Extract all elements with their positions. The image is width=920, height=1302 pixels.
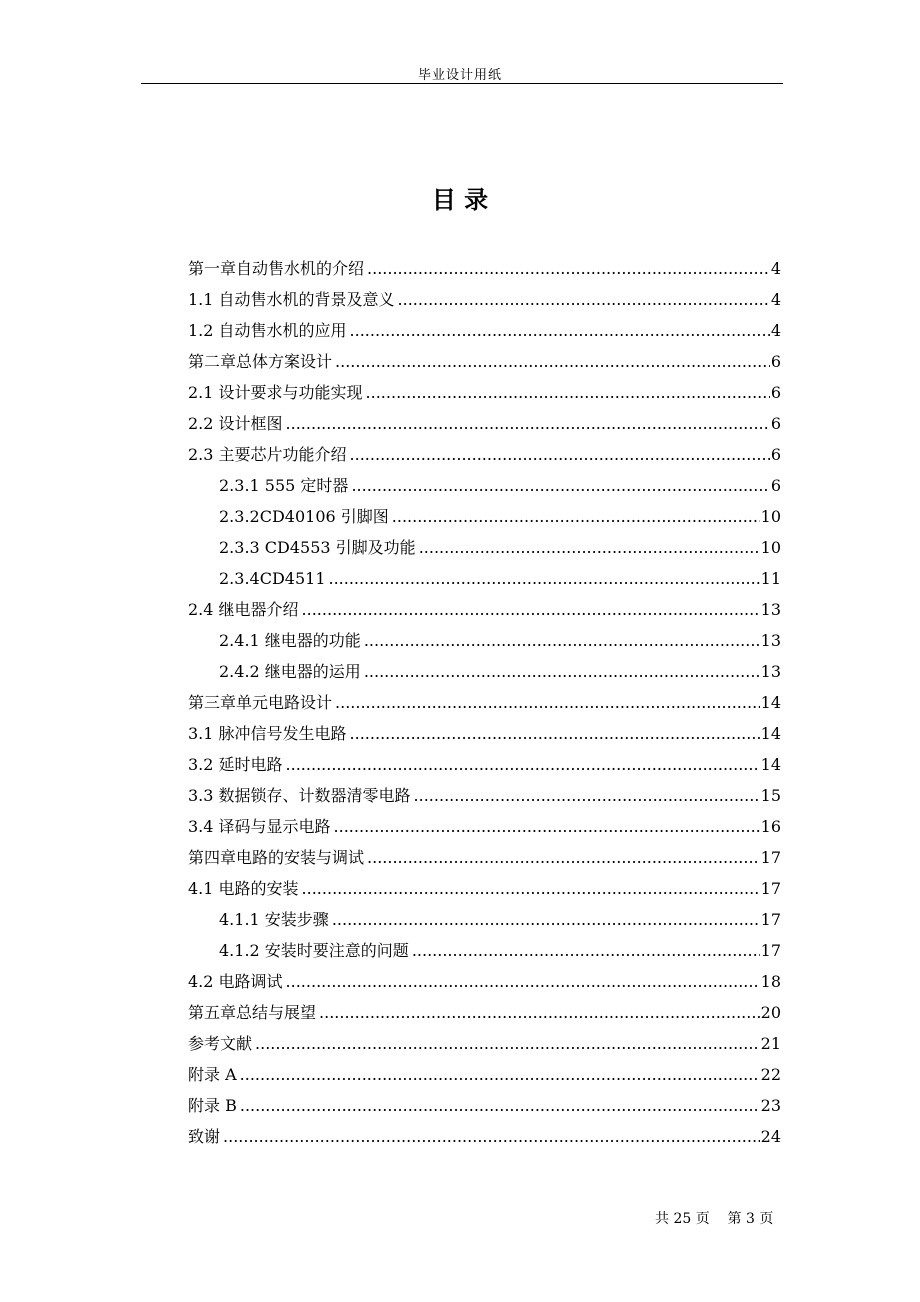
toc-entry-page: 16 [760, 817, 781, 836]
toc-dot-leader [286, 966, 760, 997]
toc-dot-leader [350, 439, 770, 470]
toc-dot-leader [351, 470, 769, 501]
toc-entry-page: 17 [760, 879, 781, 898]
toc-dot-leader [319, 997, 760, 1028]
table-of-contents [188, 253, 781, 1152]
toc-dot-leader [302, 594, 760, 625]
toc-entry[interactable] [188, 625, 781, 656]
toc-dot-leader [398, 284, 770, 315]
toc-dot-leader [364, 625, 760, 656]
toc-entry[interactable] [188, 563, 781, 594]
toc-entry-page: 20 [760, 1003, 781, 1022]
toc-entry-label: 参考文献 [188, 1034, 253, 1053]
toc-entry-page: 13 [760, 662, 781, 681]
toc-entry-page: 23 [760, 1096, 781, 1115]
toc-entry-label: 附录 A [188, 1065, 237, 1084]
toc-entry[interactable] [188, 439, 781, 470]
page-footer: 共 25 页 第 3 页 [655, 1211, 774, 1227]
header-rule [141, 83, 783, 84]
toc-entry[interactable] [188, 470, 781, 501]
toc-entry-page: 11 [760, 569, 781, 588]
toc-dot-leader [350, 315, 770, 346]
toc-entry-label: 第五章总结与展望 [188, 1003, 317, 1022]
toc-dot-leader [392, 501, 760, 532]
toc-entry-label: 附录 B [188, 1096, 237, 1115]
toc-entry-label: 2.3 主要芯片功能介绍 [188, 445, 347, 464]
toc-entry-label: 2.2 设计框图 [188, 414, 283, 433]
toc-dot-leader [414, 780, 760, 811]
toc-entry[interactable] [188, 997, 781, 1028]
toc-entry-page: 24 [760, 1127, 781, 1146]
toc-entry-page: 6 [770, 476, 781, 495]
toc-entry-label: 4.2 电路调试 [188, 972, 283, 991]
toc-entry-label: 1.1 自动售水机的背景及意义 [188, 290, 395, 309]
toc-entry-page: 17 [760, 941, 781, 960]
toc-entry[interactable] [188, 408, 781, 439]
toc-entry-label: 3.3 数据锁存、计数器清零电路 [188, 786, 411, 805]
toc-dot-leader [367, 253, 770, 284]
toc-entry-label: 第四章电路的安装与调试 [188, 848, 365, 867]
toc-entry[interactable] [188, 1028, 781, 1059]
toc-entry-page: 13 [760, 600, 781, 619]
toc-entry[interactable] [188, 1090, 781, 1121]
toc-entry[interactable] [188, 687, 781, 718]
toc-entry[interactable] [188, 873, 781, 904]
toc-dot-leader [240, 1059, 760, 1090]
toc-entry-label: 2.3.1 555 定时器 [219, 476, 349, 495]
toc-entry-page: 15 [760, 786, 781, 805]
toc-dot-leader [332, 904, 760, 935]
toc-dot-leader [335, 346, 770, 377]
toc-entry[interactable] [188, 811, 781, 842]
toc-entry-label: 第二章总体方案设计 [188, 352, 333, 371]
toc-entry-label: 第一章自动售水机的介绍 [188, 259, 365, 278]
toc-entry[interactable] [188, 346, 781, 377]
toc-entry-label: 3.2 延时电路 [188, 755, 283, 774]
toc-entry-label: 2.3.3 CD4553 引脚及功能 [219, 538, 416, 557]
toc-entry-page: 14 [760, 724, 781, 743]
toc-entry-page: 4 [770, 321, 781, 340]
toc-dot-leader [335, 687, 760, 718]
toc-entry-label: 4.1 电路的安装 [188, 879, 299, 898]
toc-entry-page: 13 [760, 631, 781, 650]
toc-dot-leader [223, 1121, 760, 1152]
toc-entry[interactable] [188, 656, 781, 687]
toc-dot-leader [255, 1028, 760, 1059]
toc-entry[interactable] [188, 904, 781, 935]
toc-dot-leader [286, 408, 770, 439]
toc-dot-leader [350, 718, 760, 749]
toc-entry[interactable] [188, 315, 781, 346]
toc-dot-leader [364, 656, 760, 687]
toc-entry[interactable] [188, 718, 781, 749]
toc-entry[interactable] [188, 1059, 781, 1090]
toc-entry-label: 2.1 设计要求与功能实现 [188, 383, 363, 402]
toc-entry-page: 6 [770, 352, 781, 371]
toc-entry-label: 3.4 译码与显示电路 [188, 817, 331, 836]
toc-entry-label: 1.2 自动售水机的应用 [188, 321, 347, 340]
toc-entry-label: 4.1.1 安装步骤 [219, 910, 329, 929]
toc-entry-label: 2.3.2CD40106 引脚图 [219, 507, 389, 526]
toc-entry[interactable] [188, 377, 781, 408]
toc-dot-leader [419, 532, 760, 563]
toc-entry-page: 21 [760, 1034, 781, 1053]
toc-entry-page: 18 [760, 972, 781, 991]
toc-entry-label: 2.4.1 继电器的功能 [219, 631, 361, 650]
page-title: 目 录 [431, 186, 489, 214]
toc-dot-leader [286, 749, 760, 780]
toc-entry-label: 3.1 脉冲信号发生电路 [188, 724, 347, 743]
toc-dot-leader [329, 563, 760, 594]
toc-entry-page: 14 [760, 755, 781, 774]
toc-entry-page: 10 [760, 538, 781, 557]
toc-dot-leader [367, 842, 760, 873]
toc-entry-page: 6 [770, 383, 781, 402]
toc-entry[interactable] [188, 532, 781, 563]
toc-dot-leader [412, 935, 760, 966]
toc-entry[interactable] [188, 253, 781, 284]
toc-entry-page: 6 [770, 445, 781, 464]
toc-dot-leader [240, 1090, 760, 1121]
toc-entry-label: 致谢 [188, 1127, 221, 1146]
toc-entry-page: 6 [770, 414, 781, 433]
toc-entry-page: 4 [770, 259, 781, 278]
toc-entry[interactable] [188, 594, 781, 625]
toc-entry-label: 2.4.2 继电器的运用 [219, 662, 361, 681]
toc-entry[interactable] [188, 1121, 781, 1152]
toc-entry[interactable] [188, 935, 781, 966]
toc-entry-label: 4.1.2 安装时要注意的问题 [219, 941, 409, 960]
toc-entry-page: 17 [760, 910, 781, 929]
toc-entry-label: 2.4 继电器介绍 [188, 600, 299, 619]
page-header: 毕业设计用纸 [417, 68, 502, 83]
toc-entry-label: 第三章单元电路设计 [188, 693, 333, 712]
toc-entry-page: 4 [770, 290, 781, 309]
toc-entry[interactable] [188, 966, 781, 997]
toc-entry-label: 2.3.4CD4511 [219, 569, 326, 588]
toc-entry-page: 10 [760, 507, 781, 526]
toc-entry-page: 22 [760, 1065, 781, 1084]
toc-entry[interactable] [188, 780, 781, 811]
toc-entry[interactable] [188, 284, 781, 315]
toc-entry[interactable] [188, 501, 781, 532]
toc-entry[interactable] [188, 842, 781, 873]
toc-dot-leader [334, 811, 760, 842]
toc-dot-leader [302, 873, 760, 904]
toc-dot-leader [366, 377, 770, 408]
toc-entry-page: 17 [760, 848, 781, 867]
toc-entry[interactable] [188, 749, 781, 780]
toc-entry-page: 14 [760, 693, 781, 712]
